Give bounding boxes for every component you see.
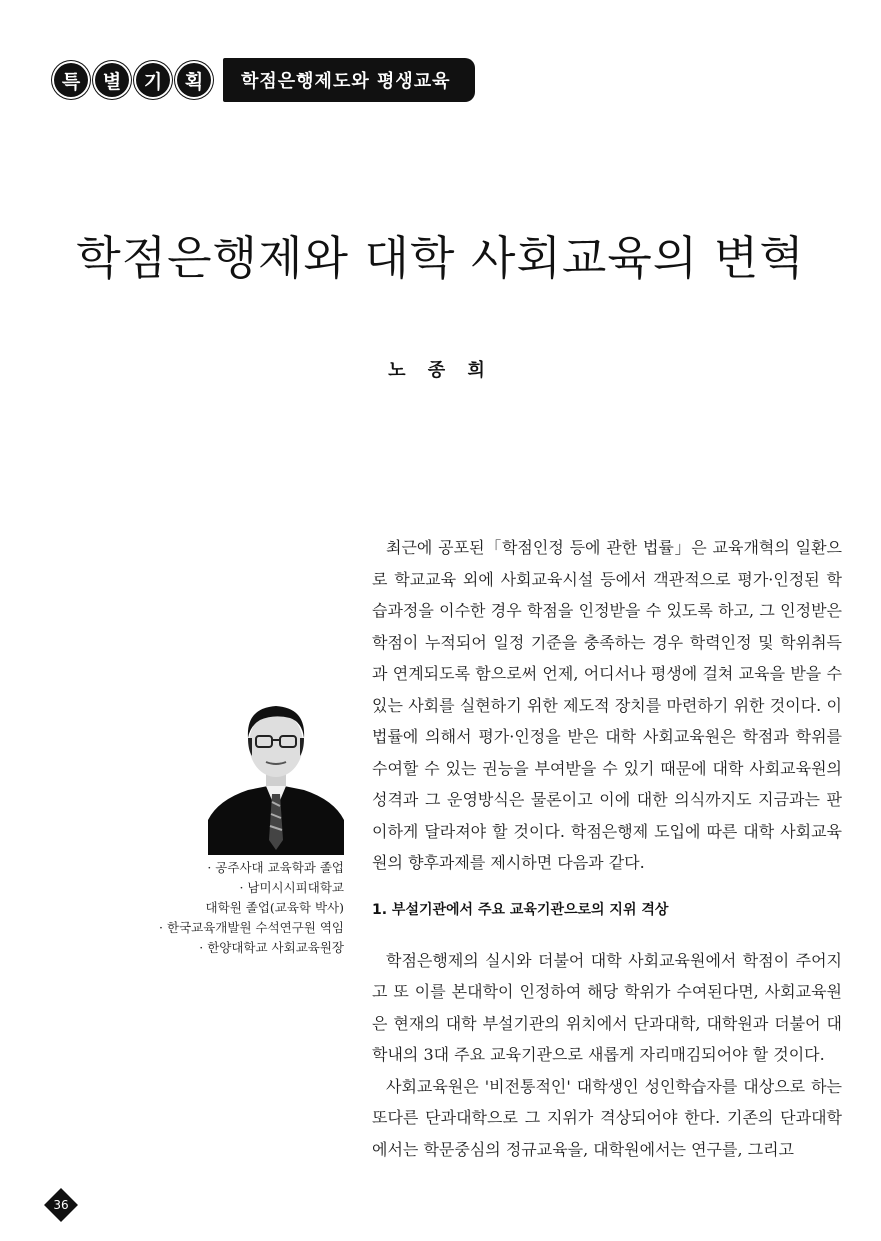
bio-line: · 한국교육개발원 수석연구원 역임 (159, 920, 344, 935)
section-heading: 1. 부설기관에서 주요 교육기관으로의 지위 격상 (372, 901, 669, 918)
bio-line: 대학원 졸업(교육학 박사) (205, 900, 344, 915)
special-feature-badges (52, 61, 213, 99)
article-title: 학점은행제와 대학 사회교육의 변혁 (76, 231, 805, 285)
badge-char: 특 (52, 61, 90, 99)
article-body (372, 532, 842, 1165)
body-paragraph: 사회교육원은 '비전통적인' 대학생인 성인학습자를 대상으로 하는 또다른 단과대학으로 그 지위가 격상되어야 한다. 기존의 단과대학에서는 학문중심의 정규교육을, 대학원에서는 연구를, 그리고 (372, 1076, 842, 1159)
bio-line: · 공주사대 교육학과 졸업 (207, 860, 344, 875)
author-photo (208, 690, 344, 855)
badge-char: 별 (93, 61, 131, 99)
series-header (52, 58, 475, 102)
section-label: 학점은행제도와 평생교육 (223, 58, 475, 102)
author-bio (140, 858, 344, 958)
badge-char: 획 (175, 61, 213, 99)
page-number (44, 1188, 78, 1222)
badge-char: 기 (134, 61, 172, 99)
author-name: 노 종 희 (388, 360, 493, 381)
bio-line: · 한양대학교 사회교육원장 (199, 940, 344, 955)
intro-paragraph: 최근에 공포된「학점인정 등에 관한 법률」은 교육개혁의 일환으로 학교교육 외에 사회교육시설 등에서 객관적으로 평가·인정된 학습과정을 이수한 경우 학점을 인정받을 수 있도록 하고, 그 인정받은 학점이 누적되어 일정 기준을 충족하는 경우 학력인정 및 학위취득과 연계되도록 함으로써 언제, 어디서나 평생에 걸쳐 교육을 받을 수 있는 사회를 실현하기 위한 제도적 장치를 마련하기 위한 것이다. 이 법률에 의해서 평가·인정을 받은 대학 사회교육원은 학점과 학위를 수여할 수 있는 권능을 부여받을 수 있기 때문에 대학 사회교육원의 성격과 그 운영방식은 물론이고 이에 대한 의식까지도 지금과는 판이하게 달라져야 할 것이다. 학점은행제 도입에 따른 대학 사회교육원의 향후과제를 제시하면 다음과 같다. (372, 538, 842, 872)
page-number-text: 36 (53, 1198, 69, 1212)
body-paragraph: 학점은행제의 실시와 더불어 대학 사회교육원에서 학점이 주어지고 또 이를 본대학이 인정하여 해당 학위가 수여된다면, 사회교육원은 현재의 대학 부설기관의 위치에서 단과대학, 대학원과 더불어 대학내의 3대 주요 교육기관으로 새롭게 자리매김되어야 할 것이다. (372, 950, 842, 1064)
bio-line: · 남미시시피대학교 (239, 880, 344, 895)
